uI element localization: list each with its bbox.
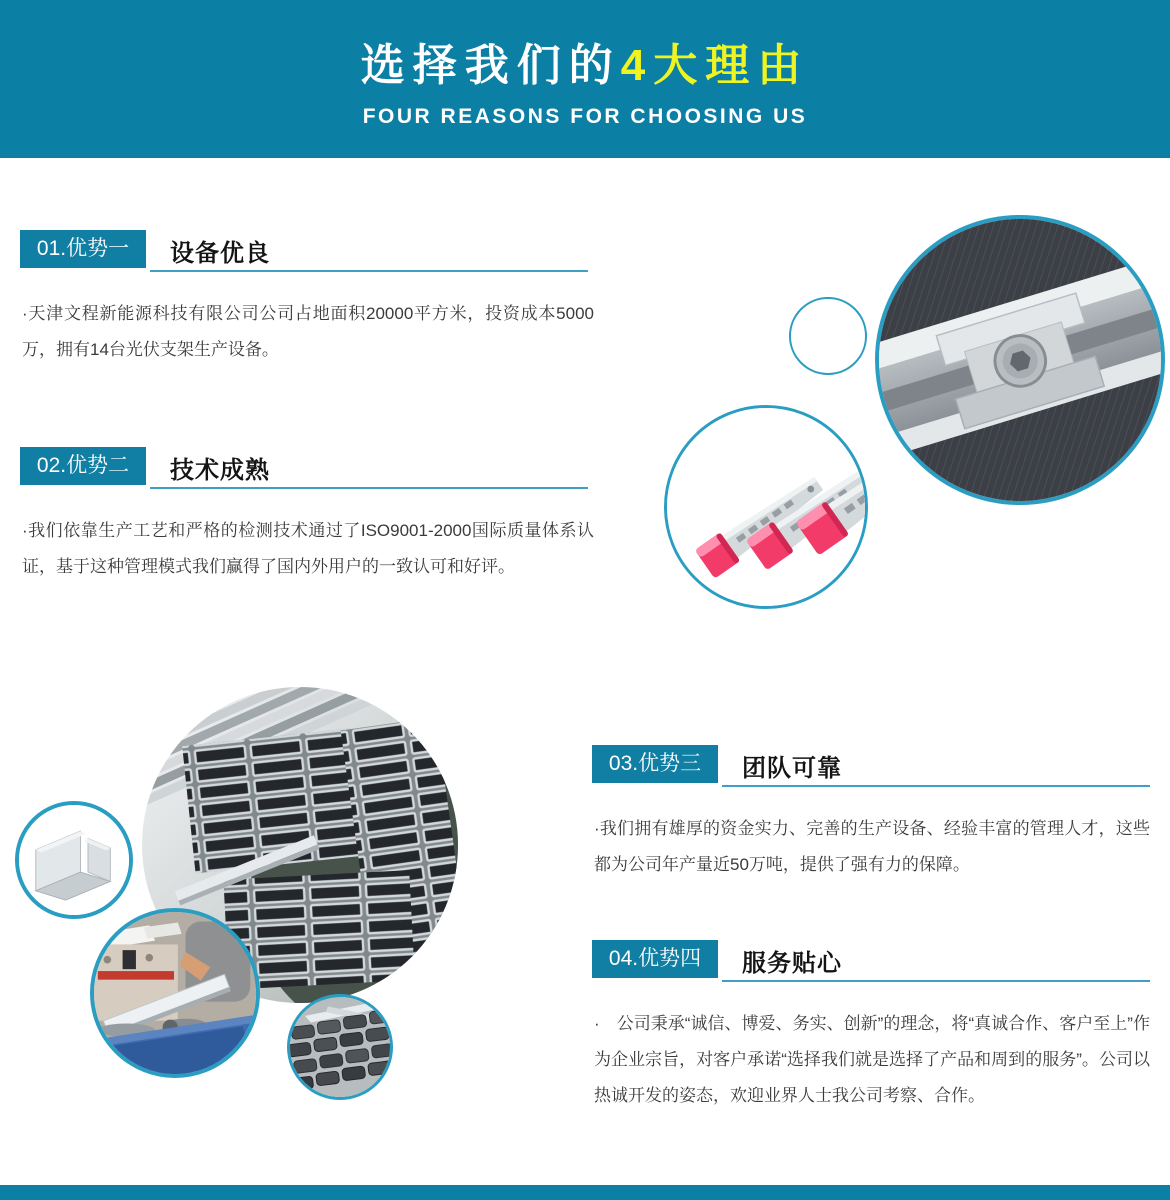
factory-machine-image bbox=[94, 912, 256, 1074]
section-advantage-4 bbox=[592, 940, 1150, 1105]
decorative-empty-circle bbox=[789, 297, 867, 375]
factory-machine-photo bbox=[90, 908, 260, 1078]
page-title bbox=[0, 40, 1170, 92]
header-band bbox=[0, 0, 1170, 158]
section-2-body: ·我们依靠生产工艺和严格的检测技术通过了ISO9001-2000国际质量体系认证，基于这种管理模式我们赢得了国内外用户的一致认可和好评。 bbox=[22, 521, 594, 576]
page-title-yellow: 4大理由 bbox=[620, 41, 810, 90]
section-2-underline bbox=[150, 487, 588, 489]
dark-steel-bundles-image bbox=[290, 997, 390, 1097]
footer-band bbox=[0, 1185, 1170, 1200]
section-4-badge: 04.优势四 bbox=[592, 940, 718, 978]
section-1-badge: 01.优势一 bbox=[20, 230, 146, 268]
section-1-body: ·天津文程新能源科技有限公司公司占地面积20000平方米，投资成本5000万，拥有14台光伏支架生产设备。 bbox=[22, 304, 594, 359]
section-2-header bbox=[20, 447, 588, 489]
section-3-underline bbox=[722, 785, 1150, 787]
section-4-underline bbox=[722, 980, 1150, 982]
section-4-title: 服务贴心 bbox=[742, 950, 842, 977]
section-3-title: 团队可靠 bbox=[742, 755, 842, 782]
solar-clamp-photo bbox=[875, 215, 1165, 505]
page-title-white: 选择我们的 bbox=[360, 41, 621, 90]
u-channel-image bbox=[19, 805, 129, 915]
section-2-badge: 02.优势二 bbox=[20, 447, 146, 485]
section-3-badge: 03.优势三 bbox=[592, 745, 718, 783]
u-channel-photo bbox=[15, 801, 133, 919]
solar-clamp-image bbox=[879, 219, 1161, 501]
steel-bars-image bbox=[667, 408, 865, 606]
dark-steel-bundles-photo bbox=[287, 994, 393, 1100]
steel-bars-photo bbox=[664, 405, 868, 609]
section-2-title: 技术成熟 bbox=[170, 457, 270, 484]
section-1-title: 设备优良 bbox=[170, 240, 270, 267]
section-1-underline bbox=[150, 270, 588, 272]
section-advantage-1 bbox=[20, 230, 594, 359]
section-advantage-3 bbox=[592, 745, 1150, 874]
section-3-header bbox=[592, 745, 1150, 787]
page-subtitle: FOUR REASONS FOR CHOOSING US bbox=[362, 105, 808, 128]
section-advantage-2 bbox=[20, 447, 594, 576]
section-3-body: ·我们拥有雄厚的资金实力、完善的生产设备、经验丰富的管理人才，这些都为公司年产量近50万吨，提供了强有力的保障。 bbox=[594, 819, 1150, 874]
section-1-header bbox=[20, 230, 588, 272]
section-4-body: · 公司秉承“诚信、博爱、务实、创新”的理念，将“真诚合作、客户至上”作为企业宗旨，对客户承诺“选择我们就是选择了产品和周到的服务”。公司以热诚开发的姿态，欢迎业界人士我公司考察、合作。 bbox=[594, 1014, 1150, 1105]
section-4-header bbox=[592, 940, 1150, 982]
